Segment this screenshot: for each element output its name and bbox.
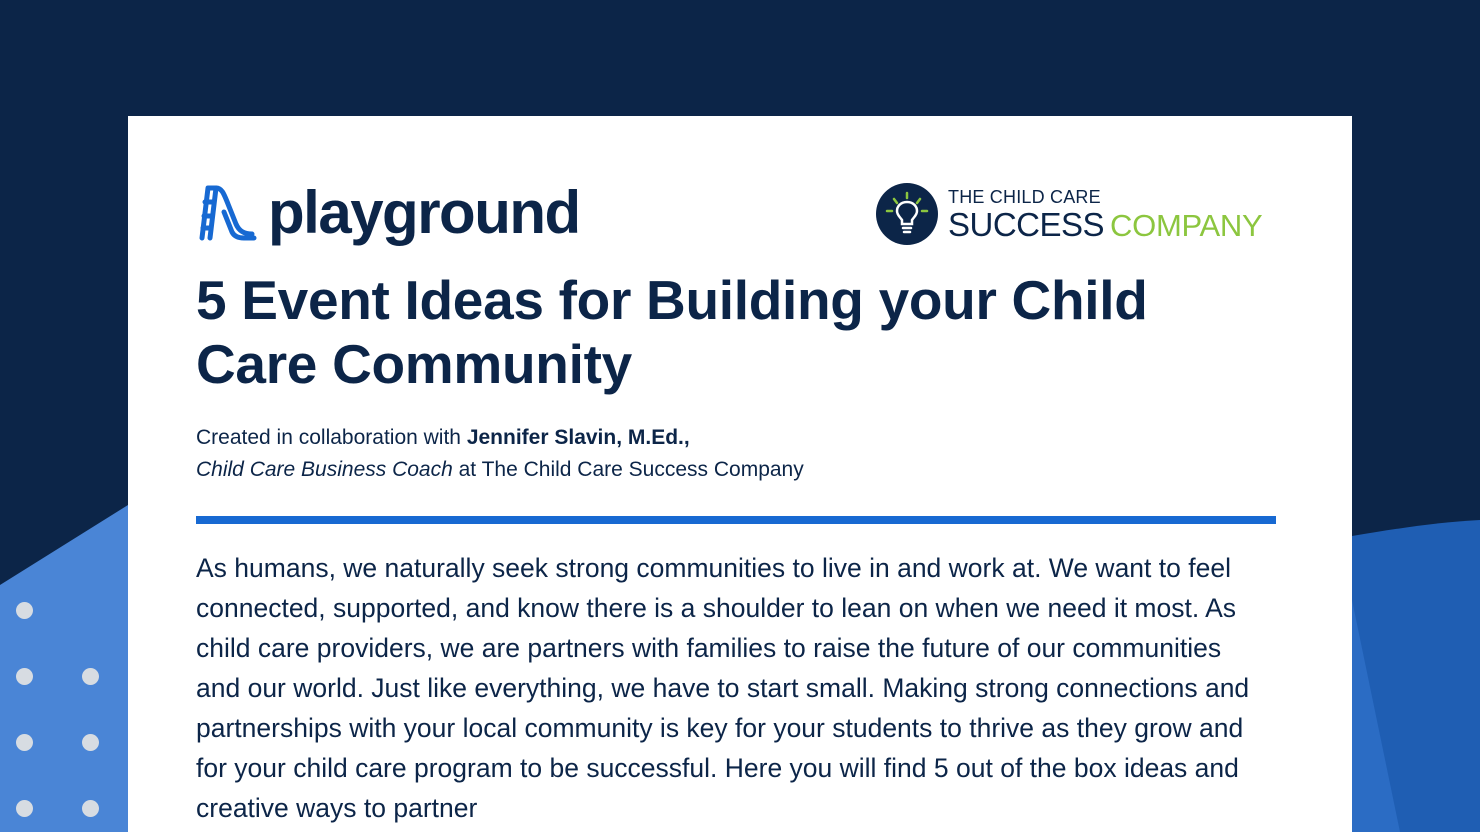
slide-icon xyxy=(196,184,258,242)
author-role: Child Care Business Coach xyxy=(196,458,453,481)
credit-prefix: Created in collaboration with xyxy=(196,426,467,449)
credit-block xyxy=(196,422,1196,486)
document-card xyxy=(128,116,1352,832)
author-name: Jennifer Slavin, M.Ed., xyxy=(466,426,690,449)
decorative-dot xyxy=(82,668,99,685)
decorative-dot xyxy=(16,734,33,751)
partner-logo-company: COMPANY xyxy=(1110,207,1263,243)
partner-logo-line1: THE CHILD CARE xyxy=(948,186,1101,207)
decorative-dot xyxy=(82,800,99,817)
author-org: at The Child Care Success Company xyxy=(452,458,804,481)
child-care-success-company-logo xyxy=(876,182,1262,246)
playground-wordmark: playground xyxy=(268,179,580,246)
decorative-dot xyxy=(82,734,99,751)
page-title: 5 Event Ideas for Building your Child Care Community xyxy=(196,269,1148,395)
playground-logo xyxy=(196,178,580,248)
lightbulb-icon xyxy=(876,183,938,245)
decorative-dot xyxy=(16,602,33,619)
decorative-dot xyxy=(16,668,33,685)
partner-logo-success: SUCCESS xyxy=(948,205,1105,243)
intro-paragraph: As humans, we naturally seek strong communities to live in and work at. We want to feel connected, supported, and know there is a shoulder to lean on when we need it most. As child care providers, we are partners with families to raise the future of our communities and our world. Just like everything, we have to start small. Making strong connections and partnerships with your local community is key for your students to thrive as they grow and for your child care program to be successful. Here you will find 5 out of the box ideas and creative ways to partner xyxy=(196,553,1250,823)
decorative-dot xyxy=(16,800,33,817)
section-divider xyxy=(196,516,1276,524)
